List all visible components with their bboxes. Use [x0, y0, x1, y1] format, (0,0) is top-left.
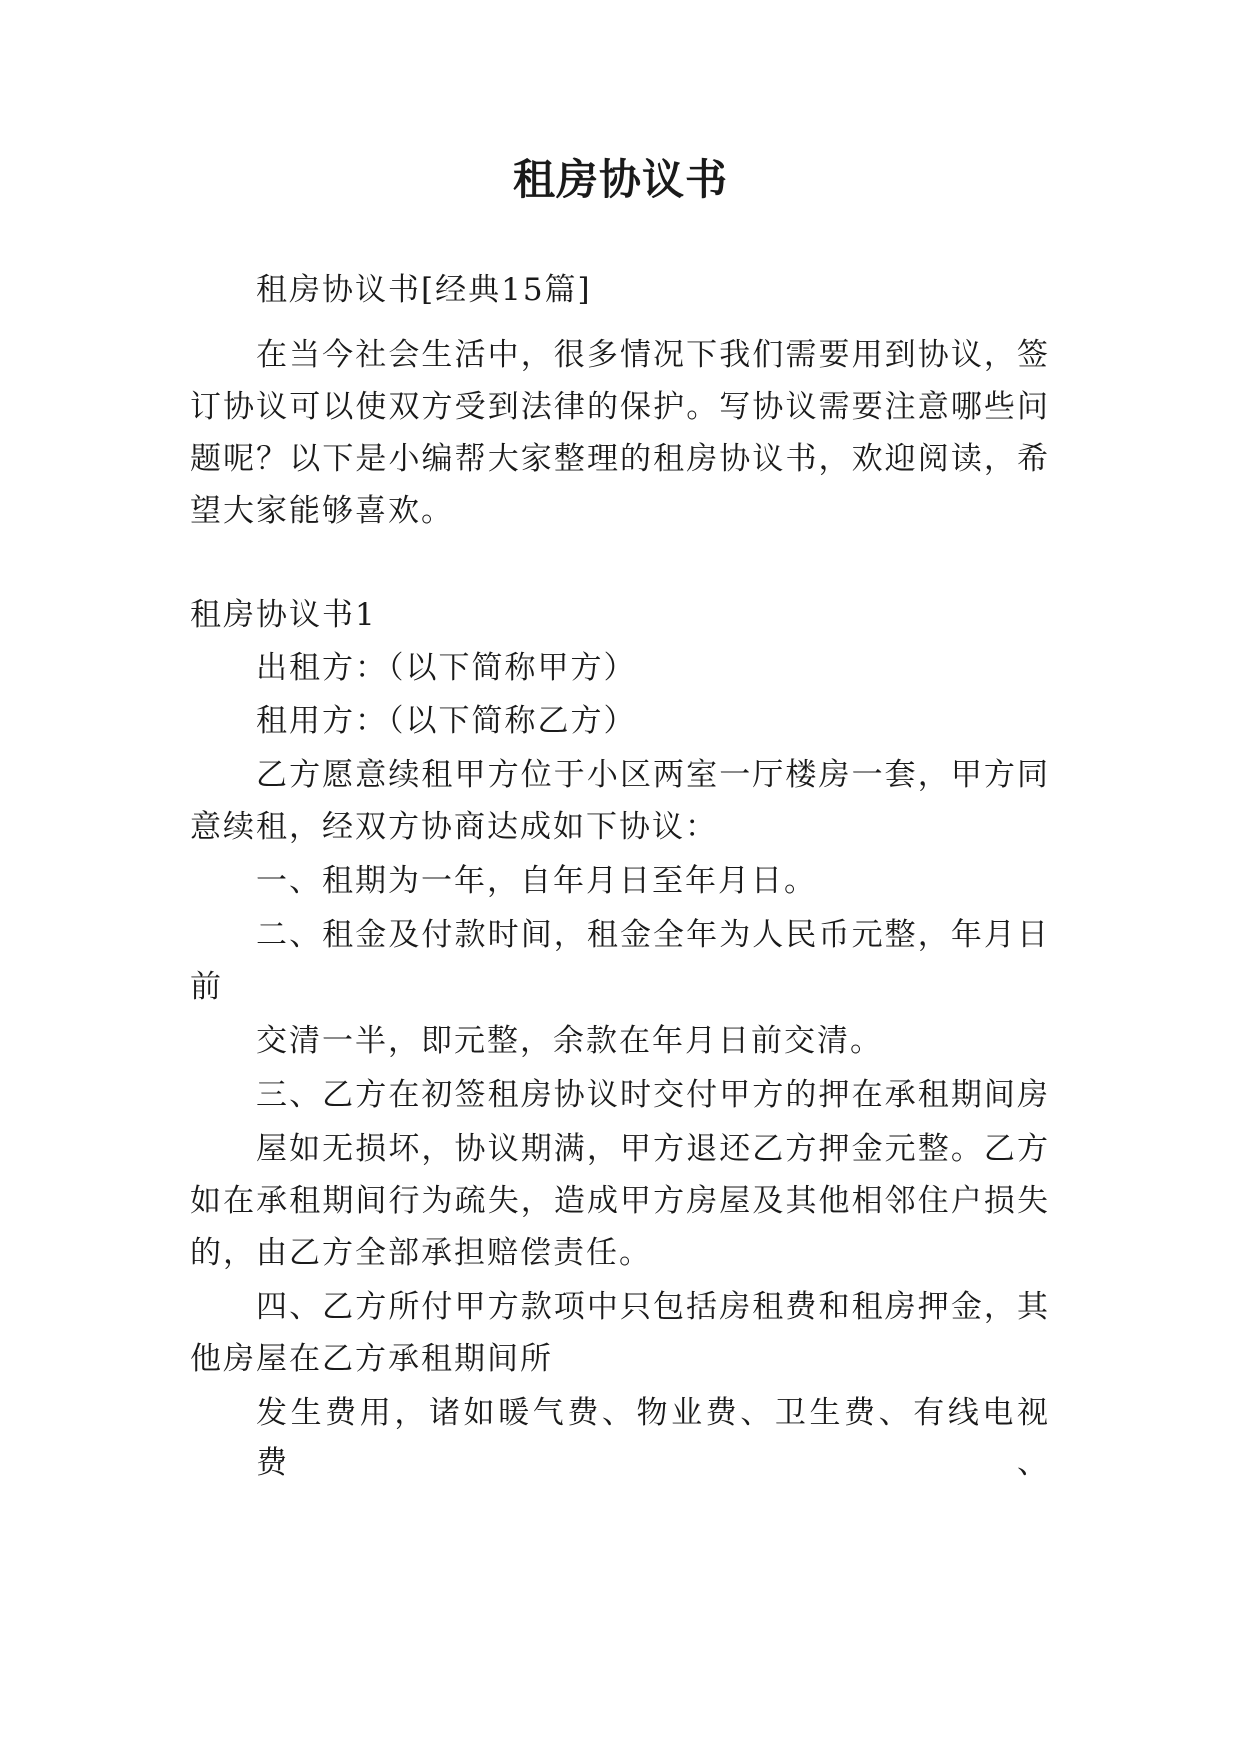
intro-line-3: 题呢？以下是小编帮大家整理的租房协议书，欢迎阅读，希	[190, 441, 1050, 477]
clause-1-line: 一、租期为一年，自年月日至年月日。	[256, 863, 817, 899]
intro-line-2: 订协议可以使双方受到法律的保护。写协议需要注意哪些问	[190, 389, 1050, 425]
document-title: 租房协议书	[512, 155, 728, 204]
clause-3-line-2: 屋如无损坏，协议期满，甲方退还乙方押金元整。乙方	[256, 1131, 1050, 1167]
clause-3-line-4: 的，由乙方全部承担赔偿责任。	[190, 1235, 652, 1271]
clause-4-line-2: 他房屋在乙方承租期间所	[190, 1341, 553, 1377]
clause-intro-line-1: 乙方愿意续租甲方位于小区两室一厅楼房一套，甲方同	[256, 757, 1050, 793]
lessor-line: 出租方：（以下简称甲方）	[256, 650, 637, 686]
clause-2-line-2: 前	[190, 969, 223, 1005]
lessee-line: 租用方：（以下简称乙方）	[256, 703, 637, 739]
intro-line-1: 在当今社会生活中，很多情况下我们需要用到协议，签	[256, 337, 1050, 373]
section-heading: 租房协议书1	[190, 597, 377, 633]
clause-intro-line-2: 意续租，经双方协商达成如下协议：	[190, 809, 718, 845]
clause-4-line-3: 发生费用，诸如暖气费、物业费、卫生费、有线电视费、	[256, 1395, 1050, 1481]
clause-3-line-3: 如在承租期间行为疏失，造成甲方房屋及其他相邻住户损失	[190, 1183, 1050, 1219]
intro-line-4: 望大家能够喜欢。	[190, 493, 454, 529]
clause-2-line-3: 交清一半，即元整，余款在年月日前交清。	[256, 1023, 883, 1059]
clause-2-line-1: 二、租金及付款时间，租金全年为人民币元整，年月日	[256, 917, 1050, 953]
clause-4-line-1: 四、乙方所付甲方款项中只包括房租费和租房押金，其	[256, 1289, 1050, 1325]
clause-3-line-1: 三、乙方在初签租房协议时交付甲方的押在承租期间房	[256, 1077, 1050, 1113]
subtitle-line: 租房协议书[经典15篇]	[256, 272, 592, 308]
